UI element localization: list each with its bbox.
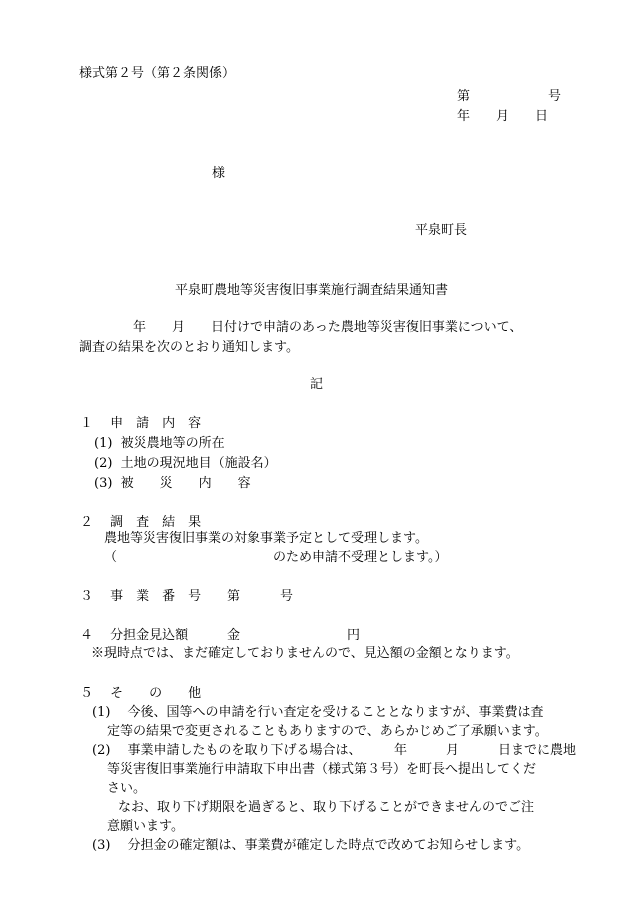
section5-item2-line-1: (2) 事業申請したものを取り下げる場合は、 年 月 日までに農地 [92,743,577,758]
document-date: 年 月 日 [457,109,549,124]
document-number: 第 号 [457,89,562,104]
document-title: 平泉町農地等災害復旧事業施行調査結果通知書 [175,283,449,298]
ki-mark: 記 [310,377,324,392]
section3-go: 号 [280,589,294,604]
section5-item2-line-5: 意願います。 [107,819,184,834]
section2-heading: ２ 調 査 結 果 [80,515,202,530]
addressee: 様 [212,166,226,181]
section1-heading: １ 申 請 内 容 [80,416,202,431]
section1-item-1: (1) 被災農地等の所在 [94,436,225,451]
section5-heading: ５ そ の 他 [80,686,202,701]
section1-item-2: (2) 土地の現況地目（施設名） [94,456,277,471]
form-label: 様式第２号（第２条関係） [79,66,236,81]
intro-line-1: 年 月 日付けで申請のあった農地等災害復旧事業について、 [133,320,523,335]
section4-kin: 金 [227,628,241,643]
section3-dai: 第 [227,589,241,604]
section2-line-1: 農地等災害復旧事業の対象事業予定として受理します。 [104,531,428,546]
section5-item2-line-2: 等災害復旧事業施行申請取下申出書（様式第３号）を町長へ提出してくだ [107,762,537,777]
section4-heading: ４ 分担金見込額 [80,628,189,643]
section2-open-paren: （ [104,550,118,565]
issuer: 平泉町長 [415,223,468,238]
section5-item1-line-2: 定等の結果で変更されることもありますので、あらかじめご了承願います。 [107,724,548,739]
section5-item3-line-1: (3) 分担金の確定額は、事業費が確定した時点で改めてお知らせします。 [92,838,530,853]
intro-line-2: 調査の結果を次のとおり通知します。 [79,340,299,355]
section4-note: ※現時点では、まだ確定しておりませんので、見込額の金額となります。 [91,646,519,661]
section1-item-3: (3) 被 災 内 容 [94,476,251,491]
section2-line-2: のため申請不受理とします。） [273,550,448,565]
section5-item2-line-3: さい。 [107,781,147,796]
section4-en: 円 [347,628,361,643]
section3-heading: ３ 事 業 番 号 [80,589,202,604]
section5-item2-line-4: なお、取り下げ期限を過ぎると、取り下げることができませんのでご注 [118,800,535,815]
section5-item1-line-1: (1) 今後、国等への申請を行い査定を受けることとなりますが、事業費は査 [92,705,544,720]
